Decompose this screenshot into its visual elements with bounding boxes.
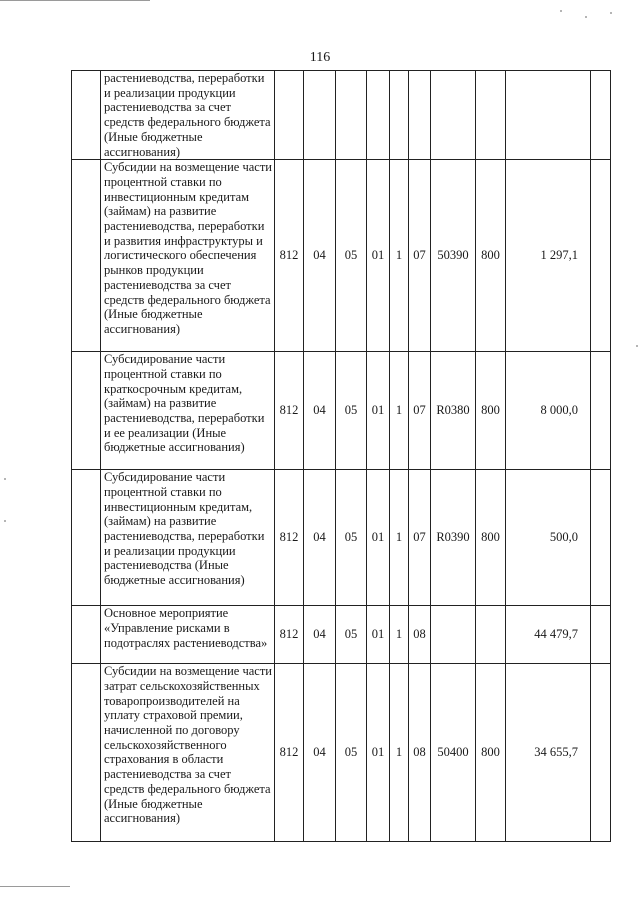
col-admin: 812: [275, 160, 304, 352]
col-subsection: 05: [336, 606, 367, 664]
col-main-event: [409, 71, 431, 160]
col-subprogram-type: 1: [390, 664, 409, 842]
row-description: Субсидии на возмещение части процентной ставки по инвестиционным кредитам (займам) на развитие растениеводства, переработки и развития инфраструктуры и логистического обеспечения рынков продукции растениеводства за счет средств федерального бюджета (Иные бюджетные ассигнования): [101, 160, 275, 352]
scan-speck: [560, 10, 562, 12]
col-direction: R0390: [431, 470, 476, 606]
table-row: [72, 606, 611, 664]
col-amount: 8 000,0: [506, 352, 591, 470]
row-description: Субсидии на возмещение части затрат сельскохозяйственных товаропроизводителей на уплату страховой премии, начисленной по договору сельскохозяйственного страхования в области растениеводства за счет средств федерального бюджета (Иные бюджетные ассигнования): [101, 664, 275, 842]
index-cell: [72, 606, 101, 664]
col-subsection: [336, 71, 367, 160]
scan-mark-top-left: [0, 0, 150, 1]
col-admin: 812: [275, 664, 304, 842]
col-expense-type: 800: [476, 160, 506, 352]
col-program: 01: [367, 160, 390, 352]
col-amount: [506, 71, 591, 160]
col-amount: 34 655,7: [506, 664, 591, 842]
trailing-cell: [591, 664, 611, 842]
col-program: [367, 71, 390, 160]
col-subsection: 05: [336, 160, 367, 352]
row-description: растениеводства, переработки и реализации продукции растениеводства за счет средств федерального бюджета (Иные бюджетные ассигнования): [101, 71, 275, 160]
index-cell: [72, 71, 101, 160]
col-section: [304, 71, 336, 160]
col-admin: 812: [275, 606, 304, 664]
scan-mark-bottom-left: [0, 886, 70, 887]
col-subsection: 05: [336, 352, 367, 470]
table-row: [72, 664, 611, 842]
col-program: 01: [367, 606, 390, 664]
col-section: 04: [304, 352, 336, 470]
col-expense-type: 800: [476, 664, 506, 842]
col-amount: 500,0: [506, 470, 591, 606]
col-admin: 812: [275, 470, 304, 606]
col-amount: 1 297,1: [506, 160, 591, 352]
col-main-event: 07: [409, 160, 431, 352]
budget-table: [71, 70, 611, 842]
scan-speck: [4, 520, 6, 522]
row-description: Субсидирование части процентной ставки по инвестиционным кредитам, (займам) на развитие растениеводства, переработки и реализации продукции растениеводства (Иные бюджетные ассигнования): [101, 470, 275, 606]
col-section: 04: [304, 664, 336, 842]
col-program: 01: [367, 352, 390, 470]
col-subprogram-type: [390, 71, 409, 160]
col-program: 01: [367, 470, 390, 606]
col-direction: [431, 606, 476, 664]
col-direction: [431, 71, 476, 160]
index-cell: [72, 470, 101, 606]
col-admin: [275, 71, 304, 160]
trailing-cell: [591, 160, 611, 352]
table-row: [72, 352, 611, 470]
col-subsection: 05: [336, 664, 367, 842]
trailing-cell: [591, 606, 611, 664]
trailing-cell: [591, 71, 611, 160]
col-main-event: 07: [409, 470, 431, 606]
index-cell: [72, 664, 101, 842]
table-row: [72, 160, 611, 352]
col-expense-type: 800: [476, 470, 506, 606]
col-direction: 50400: [431, 664, 476, 842]
col-subprogram-type: 1: [390, 606, 409, 664]
scan-speck: [4, 478, 6, 480]
col-subprogram-type: 1: [390, 160, 409, 352]
col-section: 04: [304, 470, 336, 606]
scan-speck: [585, 16, 587, 18]
col-subsection: 05: [336, 470, 367, 606]
table-row: [72, 71, 611, 160]
page-number: 116: [309, 50, 331, 65]
table-row: [72, 470, 611, 606]
col-direction: 50390: [431, 160, 476, 352]
col-expense-type: [476, 71, 506, 160]
col-amount: 44 479,7: [506, 606, 591, 664]
row-description: Субсидирование части процентной ставки по краткосрочным кредитам, (займам) на развитие растениеводства, переработки и ее реализации (Иные бюджетные ассигнования): [101, 352, 275, 470]
col-expense-type: [476, 606, 506, 664]
row-description: Основное мероприятие «Управление рисками в подотраслях растениеводства»: [101, 606, 275, 664]
col-subprogram-type: 1: [390, 352, 409, 470]
index-cell: [72, 160, 101, 352]
col-section: 04: [304, 606, 336, 664]
scan-speck: [636, 345, 638, 347]
col-direction: R0380: [431, 352, 476, 470]
col-main-event: 07: [409, 352, 431, 470]
col-section: 04: [304, 160, 336, 352]
col-program: 01: [367, 664, 390, 842]
trailing-cell: [591, 470, 611, 606]
col-admin: 812: [275, 352, 304, 470]
col-main-event: 08: [409, 606, 431, 664]
col-expense-type: 800: [476, 352, 506, 470]
scan-speck: [610, 12, 612, 14]
trailing-cell: [591, 352, 611, 470]
index-cell: [72, 352, 101, 470]
col-subprogram-type: 1: [390, 470, 409, 606]
col-main-event: 08: [409, 664, 431, 842]
